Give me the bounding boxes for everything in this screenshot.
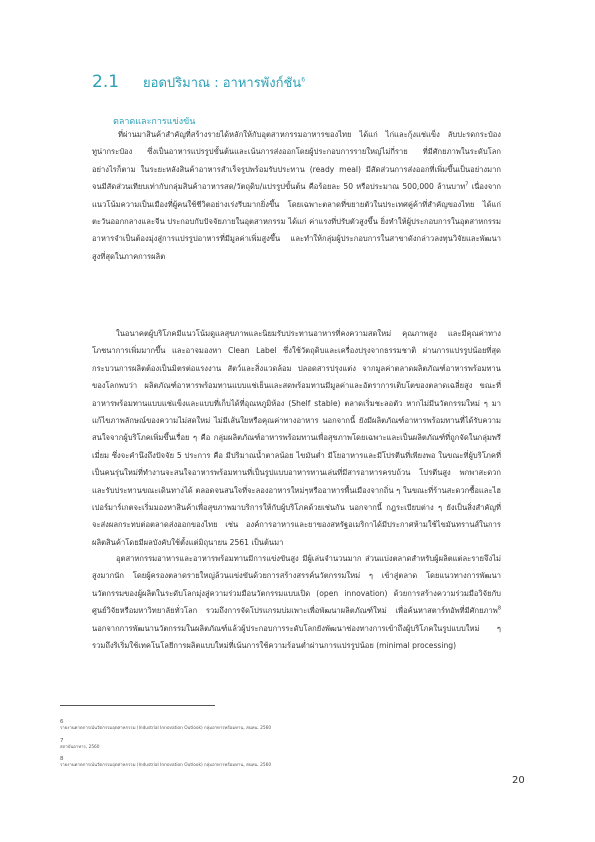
section-title bbox=[143, 72, 305, 93]
paragraph-text: ที่ผ่านมาสินค้าสำคัญที่สร้างรายได้หลักให้กับอุตสาหกรรมอาหารของไทย ได้แก่ ไก่และกุ้งแช่แข็ง ลับปะรดกระป๋อง ทูน่ากระป๋อง ซึ่งเป็นอาหารแปรรูปขั้นต้นและเน้นการส่งออกโดยผู้ประกอบการรายใหญ่ไม่กี่ราย ที่มีศักยภาพในระดับโลก อย่างไรก็ตาม ในระยะหลังสินค้าอาหารสำเร็จรูปพร้อมรับประทาน (ready meal) มีสัดส่วนการส่งออกที่เพิ่มขึ้นเป็นอย่างมาก จนมีสัดส่วนเทียบเท่ากับกลุ่มสินค้าอาหารสด/วัตถุดิบ/แปรรูปขั้นต้น คือร้อยละ 50 หรือประมาณ 500,000 ล้านบาท bbox=[92, 130, 501, 192]
footnote-text: สถาบันอาหาร, 2560 bbox=[60, 745, 100, 750]
subheading: ตลาดและการแข่งขัน bbox=[113, 117, 196, 127]
paragraph-1 bbox=[92, 126, 501, 265]
footnote-ref: 8 bbox=[497, 605, 501, 612]
footnote-text: รายงานคาดการณ์นวัตกรรมอุตสาหกรรม (Industrial Innovation Outlook) กลุ่มอาหารพร้อมทาน, สนทน. 2560 bbox=[60, 726, 272, 731]
section-number: 2.1 bbox=[92, 72, 120, 92]
section-title-text: ยอดปริมาณ : อาหารพังก์ชัน bbox=[143, 76, 302, 91]
footnote-divider bbox=[60, 705, 215, 706]
footnote-ref: 7 bbox=[465, 181, 469, 188]
paragraph-text: เนื่องจากแนวโน้มความเป็นเมืองที่ผู้คนใช้ชีวิตอย่างเร่งรีบมากยิ่งขึ้น โดยเฉพาะตลาดที่ขยายตัวในประเทศคู่ค้าที่สำคัญของไทย ได้แก่ ตะวันออกกลางและจีน ประกอบกับปัจจัยภายในอุตสาหกรรม ได้แก่ ค่าแรงที่ปรับตัวสูงขึ้น ยิ่งทำให้ผู้ประกอบการในอุตสาหกรรมอาหารจำเป็นต้องมุ่งสู่การแปรรูปอาหารที่มีมูลค่าเพิ่มสูงขึ้น และทำให้กลุ่มผู้ประกอบการในสาขาดังกล่าวลงทุนวิจัยและพัฒนาสูงที่สุดในภาคการผลิต bbox=[92, 182, 502, 261]
paragraph-2 bbox=[92, 325, 501, 551]
footnote-number: 8 bbox=[60, 756, 64, 762]
footnote-ref: 6 bbox=[301, 76, 306, 84]
paragraph-text: นอกจากการพัฒนานวัตกรรมในผลิตภัณฑ์แล้วผู้ประกอบการระดับโลกยังพัฒนาช่องทางการเข้าถึงผู้บริโภคในรูปแบบใหม่ ๆ รวมถึงริเริ่มใช้เทคโนโลยีการผลิตแบบใหม่ที่เน้นการใช้ความร้อนต่ำผ่านการแปรรูปน้อย (minimal processing) bbox=[92, 623, 501, 651]
paragraph-text: ในอนาคตผู้บริโภคมีแนวโน้มดูแลสุขภาพและนิยมรับประทานอาหารที่คงความสดใหม่ คุณภาพสูง และมีคุณค่าทางโภชนาการเพิ่มมากขึ้น และอาจมองหา Clean Label ซึ่งใช้วัตถุดิบและเครื่องปรุงจากธรรมชาติ ผ่านการแปรรูปน้อยที่สุด กระบวนการผลิตต้องเป็นมิตรต่อแรงงาน สัตว์และสิ่งแวดล้อม ปลอดสารปรุงแต่ง จากมูลค่าตลาดผลิตภัณฑ์อาหารพร้อมทานของโลกพบว่า ผลิตภัณฑ์อาหารพร้อมทานแบบแช่เย็นและสดพร้อมทานมีมูลค่าและอัตราการเติบโตของตลาดเฉลี่ยสูง ขณะที่อาหารพร้อมทานแบบแช่แข็งและแบบที่เก็บได้ที่อุณหภูมิห้อง (Shelf stable) ตลาดเริ่มชะลอตัว หากไม่มีนวัตกรรมใหม่ ๆ มาแก้ไขภาพลักษณ์ของความไม่สดใหม่ ไม่มีเส้นใยหรือคุณค่าทางอาหาร นอกจากนี้ ยังมีผลิตภัณฑ์อาหารพร้อมทานที่ได้รับความสนใจจากผู้บริโภคเพิ่มขึ้นเรื่อย ๆ คือ กลุ่มผลิตภัณฑ์อาหารพร้อมทานเพื่อสุขภาพโดยเฉพาะและเป็นผลิตภัณฑ์ที่ถูกจัดในกลุ่มพรีเมี่ยม ซึ่งจะคำนึงถึงปัจจัย 5 ประการ คือ มีปริมาณน้ำตาลน้อย ไขมันต่ำ มีโยอาหารและมีโปรตีนที่เพียงพอ ในขณะที่ผู้บริโภคที่เป็นคนรุ่นใหม่ที่ทำงานจะสนใจอาหารพร้อมทานที่เป็นรูปแบบอาหารทานเล่นที่มีสารอาหารครบถ้วน โปรตีนสูง พกพาสะดวกและรับประทานขณะเดินทางได้ ตลอดจนสนใจที่จะลองอาหารใหม่ๆหรืออาหารพื้นเมืองจากถิ่น ๆ ในขณะที่ร้านสะดวกซื้อและไฮเปอร์มาร์เกตจะเริ่มมองหาสินค้าเพื่อสุขภาพมาบริการให้กับผู้บริโภคด้วยเช่นกัน นอกจากนี้ กฎระเบียบต่าง ๆ ยังเป็นสิ่งสำคัญที่จะส่งผลกระทบต่อตลาดส่งออกของไทย เช่น องค์การอาหารและยาของสหรัฐอเมริกาได้มีประกาศห้ามใช้ไขมันทรานส์ในการผลิตสินค้าโดยมีผลบังคับใช้ตั้งแต่มิถุนายน 2561 เป็นต้นมา bbox=[92, 329, 501, 547]
page-number: 20 bbox=[512, 775, 525, 786]
paragraph-text: อุตสาหกรรมอาหารและอาหารพร้อมทานมีการแข่งขันสูง มีผู้เล่นจำนวนมาก ส่วนแบ่งตลาดสำหรับผู้ผลิตแต่ละรายจึงไม่สูงมากนัก โดยผู้ครองตลาดรายใหญ่ล้วนแข่งขันด้วยการสร้างสรรค์นวัตกรรมใหม่ ๆ เข้าสู่ตลาด โดยแนวทางการพัฒนานวัตกรรมของผู้ผลิตในระดับโลกมุ่งสู่ความร่วมมือนวัตกรรมแบบเปิด (open innovation) ด้วยการสร้างความร่วมมือวิจัยกับศูนย์วิจัยหรือมหาวิทยาลัยทั่วโลก รวมถึงการจัดโปรแกรมบ่มเพาะเพื่อพัฒนาผลิตภัณฑ์ใหม่ เพื่อค้นหาสตาร์ทอัพที่มีศักยภาพ bbox=[92, 554, 501, 616]
section-heading bbox=[92, 72, 305, 93]
footnote-number: 6 bbox=[60, 719, 64, 725]
footnote-number: 7 bbox=[60, 738, 64, 744]
footnote-text: รายงานคาดการณ์นวัตกรรมอุตสาหกรรม (Industrial Innovation Outlook) กลุ่มอาหารพร้อมทาน, สนทน. 2560 bbox=[60, 763, 272, 768]
paragraph-3 bbox=[92, 550, 501, 654]
